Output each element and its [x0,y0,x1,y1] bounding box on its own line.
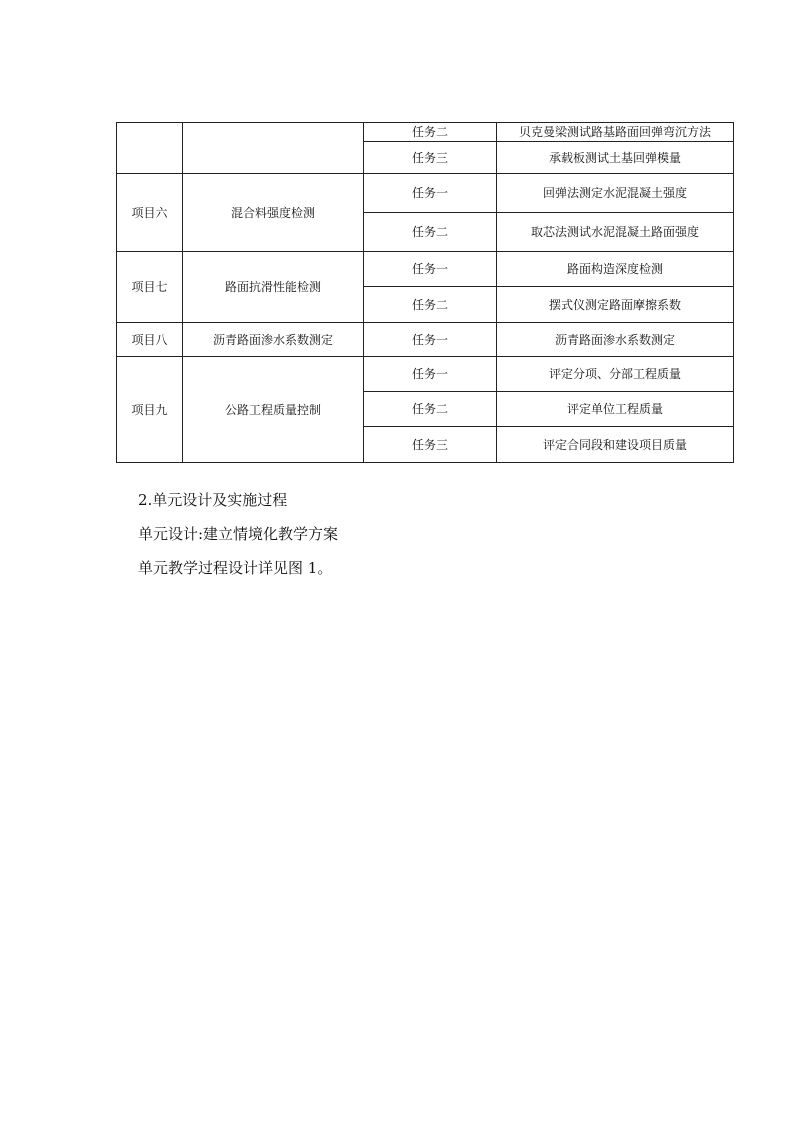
table-row [117,252,734,287]
task-content-cell: 路面构造深度检测 [497,252,734,287]
project-name-cell: 路面抗滑性能检测 [183,252,364,323]
table-row [117,357,734,392]
task-cell: 任务三 [364,427,497,463]
task-cell: 任务一 [364,174,497,213]
project-name-cell: 混合料强度检测 [183,174,364,252]
task-cell: 任务一 [364,252,497,287]
task-content-cell: 评定分项、分部工程质量 [497,357,734,392]
table-row [117,323,734,357]
task-table [116,122,734,463]
task-content-cell: 评定合同段和建设项目质量 [497,427,734,463]
task-content-cell: 摆式仪测定路面摩擦系数 [497,287,734,323]
table-row [117,174,734,213]
task-cell: 任务二 [364,213,497,252]
table-row [117,123,734,142]
project-cell: 项目八 [117,323,183,357]
project-name-cell: 沥青路面渗水系数测定 [183,323,364,357]
task-content-cell: 评定单位工程质量 [497,392,734,427]
task-cell: 任务二 [364,123,497,142]
task-cell: 任务三 [364,142,497,174]
task-content-cell: 回弹法测定水泥混凝土强度 [497,174,734,213]
project-cell: 项目七 [117,252,183,323]
task-cell: 任务二 [364,392,497,427]
task-content-cell: 承载板测试土基回弹模量 [497,142,734,174]
task-content-cell: 取芯法测试水泥混凝土路面强度 [497,213,734,252]
task-content-cell: 沥青路面渗水系数测定 [497,323,734,357]
paragraph: 单元设计:建立情境化教学方案 [138,525,339,543]
task-cell: 任务一 [364,357,497,392]
task-content-cell: 贝克曼梁测试路基路面回弹弯沉方法 [497,123,734,142]
project-cell [117,123,183,174]
paragraph: 单元教学过程设计详见图 1。 [138,559,333,577]
task-cell: 任务一 [364,323,497,357]
task-cell: 任务二 [364,287,497,323]
project-name-cell [183,123,364,174]
project-cell: 项目六 [117,174,183,252]
project-name-cell: 公路工程质量控制 [183,357,364,463]
section-heading: 2.单元设计及实施过程 [138,491,288,509]
project-cell: 项目九 [117,357,183,463]
